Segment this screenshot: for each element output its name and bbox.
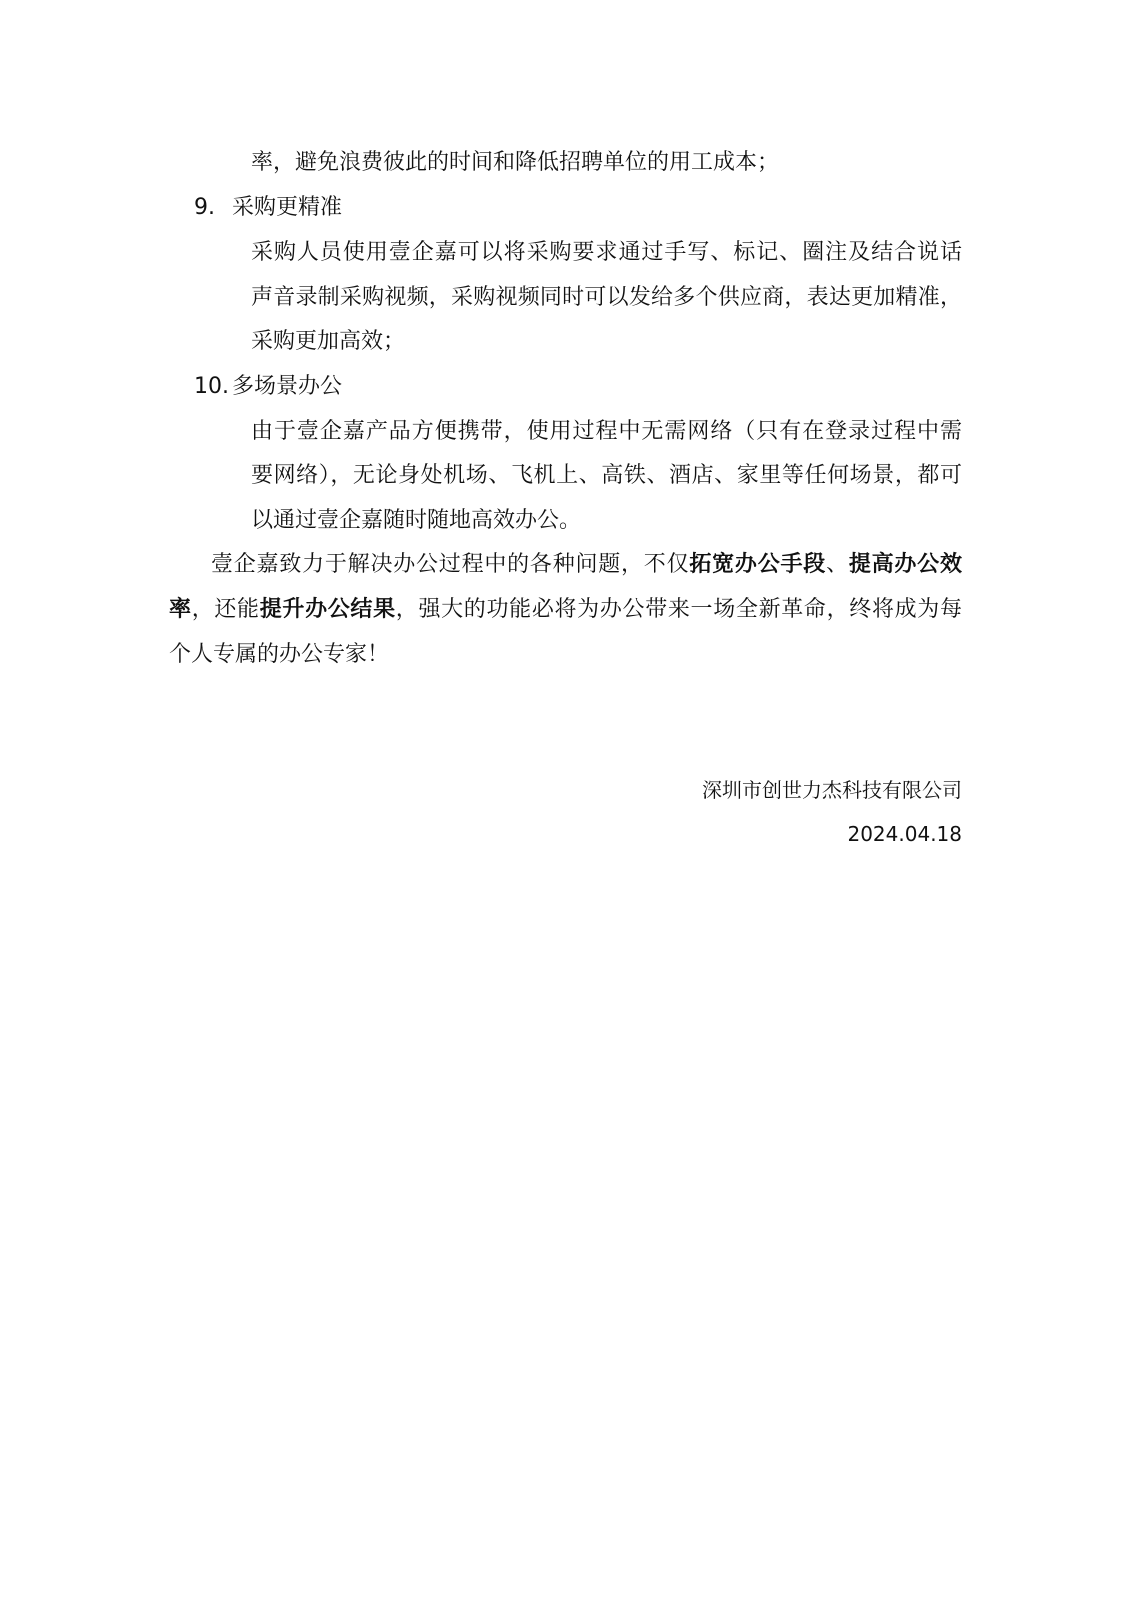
item-10-line-2: 要网络），无论身处机场、飞机上、高铁、酒店、家里等任何场景，都可 <box>251 463 962 488</box>
item-title-10: 多场景办公 <box>232 374 343 399</box>
item-9-line-3: 采购更加高效； <box>251 329 406 354</box>
summary-emphasis: 提升办公结果 <box>259 597 396 622</box>
summary-line-1 <box>211 550 962 580</box>
continuation-line: 率，避免浪费彼此的时间和降低招聘单位的用工成本； <box>251 150 780 175</box>
item-number-10: 10. <box>194 374 229 399</box>
company-name: 深圳市创世力杰科技有限公司 <box>702 778 962 802</box>
summary-line-3: 个人专属的办公专家！ <box>169 642 390 667</box>
summary-emphasis: 率 <box>169 597 192 622</box>
summary-emphasis: 提高办公效 <box>848 552 962 577</box>
item-title-9: 采购更精准 <box>232 195 343 220</box>
item-10-line-3: 以通过壹企嘉随时随地高效办公。 <box>251 508 582 533</box>
summary-line-2 <box>169 595 962 625</box>
summary-emphasis: 拓宽办公手段 <box>689 552 827 577</box>
item-9-line-1: 采购人员使用壹企嘉可以将采购要求通过手写、标记、圈注及结合说话 <box>251 240 962 265</box>
summary-text: 壹企嘉致力于解决办公过程中的各种问题，不仅 <box>211 552 690 577</box>
document-date: 2024.04.18 <box>847 822 962 846</box>
summary-text: ，强大的功能必将为办公带来一场全新革命，终将成为每 <box>395 597 962 622</box>
summary-text: 、 <box>826 552 849 577</box>
item-9-line-2: 声音录制采购视频，采购视频同时可以发给多个供应商，表达更加精准， <box>251 285 962 310</box>
item-10-line-1: 由于壹企嘉产品方便携带，使用过程中无需网络（只有在登录过程中需 <box>251 419 962 444</box>
item-number-9: 9. <box>194 195 215 220</box>
summary-text: ，还能 <box>191 597 260 622</box>
